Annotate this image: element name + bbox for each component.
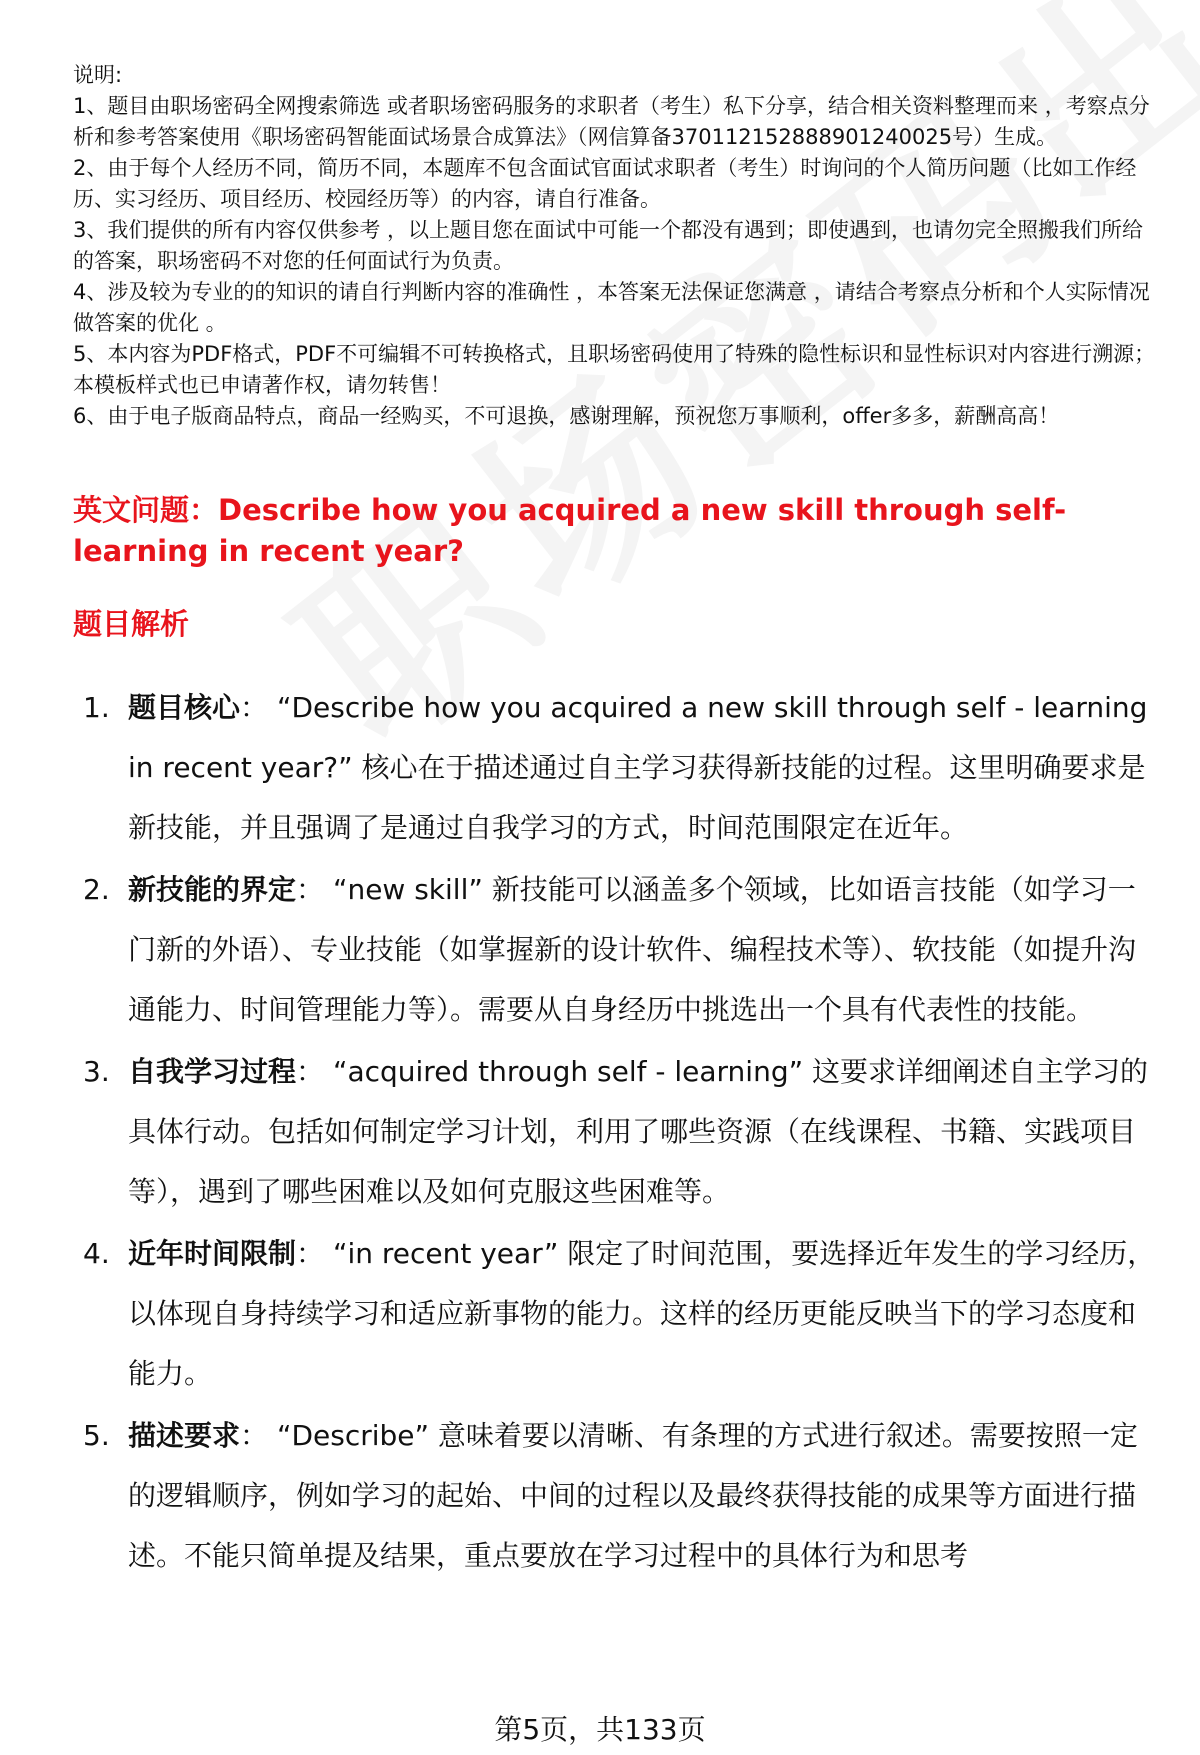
item-title: 描述要求 <box>128 1419 241 1452</box>
item-number: 2. <box>83 873 110 906</box>
notes-item: 2、由于每个人经历不同，简历不同，本题库不包含面试官面试求职者（考生）时询问的个人简历问题（比如工作经历、实习经历、项目经历、校园经历等）的内容，请自行准备。 <box>73 156 1137 211</box>
analysis-item <box>73 1406 1163 1586</box>
item-title: 题目核心 <box>128 691 241 724</box>
item-text: “in recent year” 限定了时间范围，要选择近年发生的学习经历，以体现自身持续学习和适应新事物的能力。这样的经历更能反映当下的学习态度和能力。 <box>128 1237 1156 1390</box>
item-title: 近年时间限制 <box>128 1237 297 1270</box>
item-text: “new skill” 新技能可以涵盖多个领域，比如语言技能（如学习一门新的外语）、专业技能（如掌握新的设计软件、编程技术等）、软技能（如提升沟通能力、时间管理能力等）。需要从自身经历中挑选出一个具有代表性的技能。 <box>128 873 1137 1026</box>
item-separator: ： <box>296 1237 325 1270</box>
item-title: 新技能的界定 <box>128 873 297 906</box>
notes-item: 5、本内容为PDF格式，PDF不可编辑不可转换格式，且职场密码使用了特殊的隐性标识和显性标识对内容进行溯源；本模板样式也已申请著作权，请勿转售！ <box>73 342 1156 397</box>
item-number: 4. <box>83 1237 110 1270</box>
analysis-list <box>73 678 1163 1588</box>
notes-item: 6、由于电子版商品特点，商品一经购买，不可退换，感谢理解，预祝您万事顺利，offer多多，薪酬高高！ <box>73 404 1060 428</box>
notes-item: 4、涉及较为专业的的知识的请自行判断内容的准确性 ，本答案无法保证您满意 ，请结合考察点分析和个人实际情况做答案的优化 。 <box>73 280 1150 335</box>
item-number: 5. <box>83 1419 110 1452</box>
notes-block <box>73 60 1163 432</box>
item-separator: ： <box>296 873 325 906</box>
item-title: 自我学习过程 <box>128 1055 297 1088</box>
notes-heading: 说明: <box>73 63 123 87</box>
item-separator: ： <box>240 691 269 724</box>
item-separator: ： <box>296 1055 325 1088</box>
item-text: “Describe how you acquired a new skill through self - learning in recent year?” 核心在于描述通过自主学习获得新技能的过程。这里明确要求是新技能，并且强调了是通过自我学习的方式，时间范围限定在近年。 <box>128 691 1148 844</box>
analysis-item <box>73 1042 1163 1222</box>
analysis-item <box>73 1224 1163 1404</box>
notes-item: 1、题目由职场密码全网搜索筛选 或者职场密码服务的求职者（考生）私下分享，结合相关资料整理而来 ，考察点分析和参考答案使用《职场密码智能面试场景合成算法》（网信算备370112152888901240025号）生成。 <box>73 94 1150 149</box>
notes-item: 3、我们提供的所有内容仅供参考 ，以上题目您在面试中可能一个都没有遇到；即使遇到，也请勿完全照搬我们所给的答案，职场密码不对您的任何面试行为负责。 <box>73 218 1144 273</box>
item-text: “acquired through self - learning” 这要求详细阐述自主学习的具体行动。包括如何制定学习计划，利用了哪些资源（在线课程、书籍、实践项目等），遇到了哪些困难以及如何克服这些困难等。 <box>128 1055 1149 1208</box>
analysis-item <box>73 678 1163 858</box>
item-separator: ： <box>240 1419 269 1452</box>
question-heading: 英文问题：Describe how you acquired a new skill through self- learning in recent year? <box>73 493 1067 568</box>
item-number: 3. <box>83 1055 110 1088</box>
item-text: “Describe” 意味着要以清晰、有条理的方式进行叙述。需要按照一定的逻辑顺序，例如学习的起始、中间的过程以及最终获得技能的成果等方面进行描述。不能只简单提及结果，重点要放在学习过程中的具体行为和思考 <box>128 1419 1138 1572</box>
item-number: 1. <box>83 691 110 724</box>
analysis-item <box>73 860 1163 1040</box>
page-footer: 第5页，共133页 <box>494 1713 706 1746</box>
section-title: 题目解析 <box>73 607 190 641</box>
